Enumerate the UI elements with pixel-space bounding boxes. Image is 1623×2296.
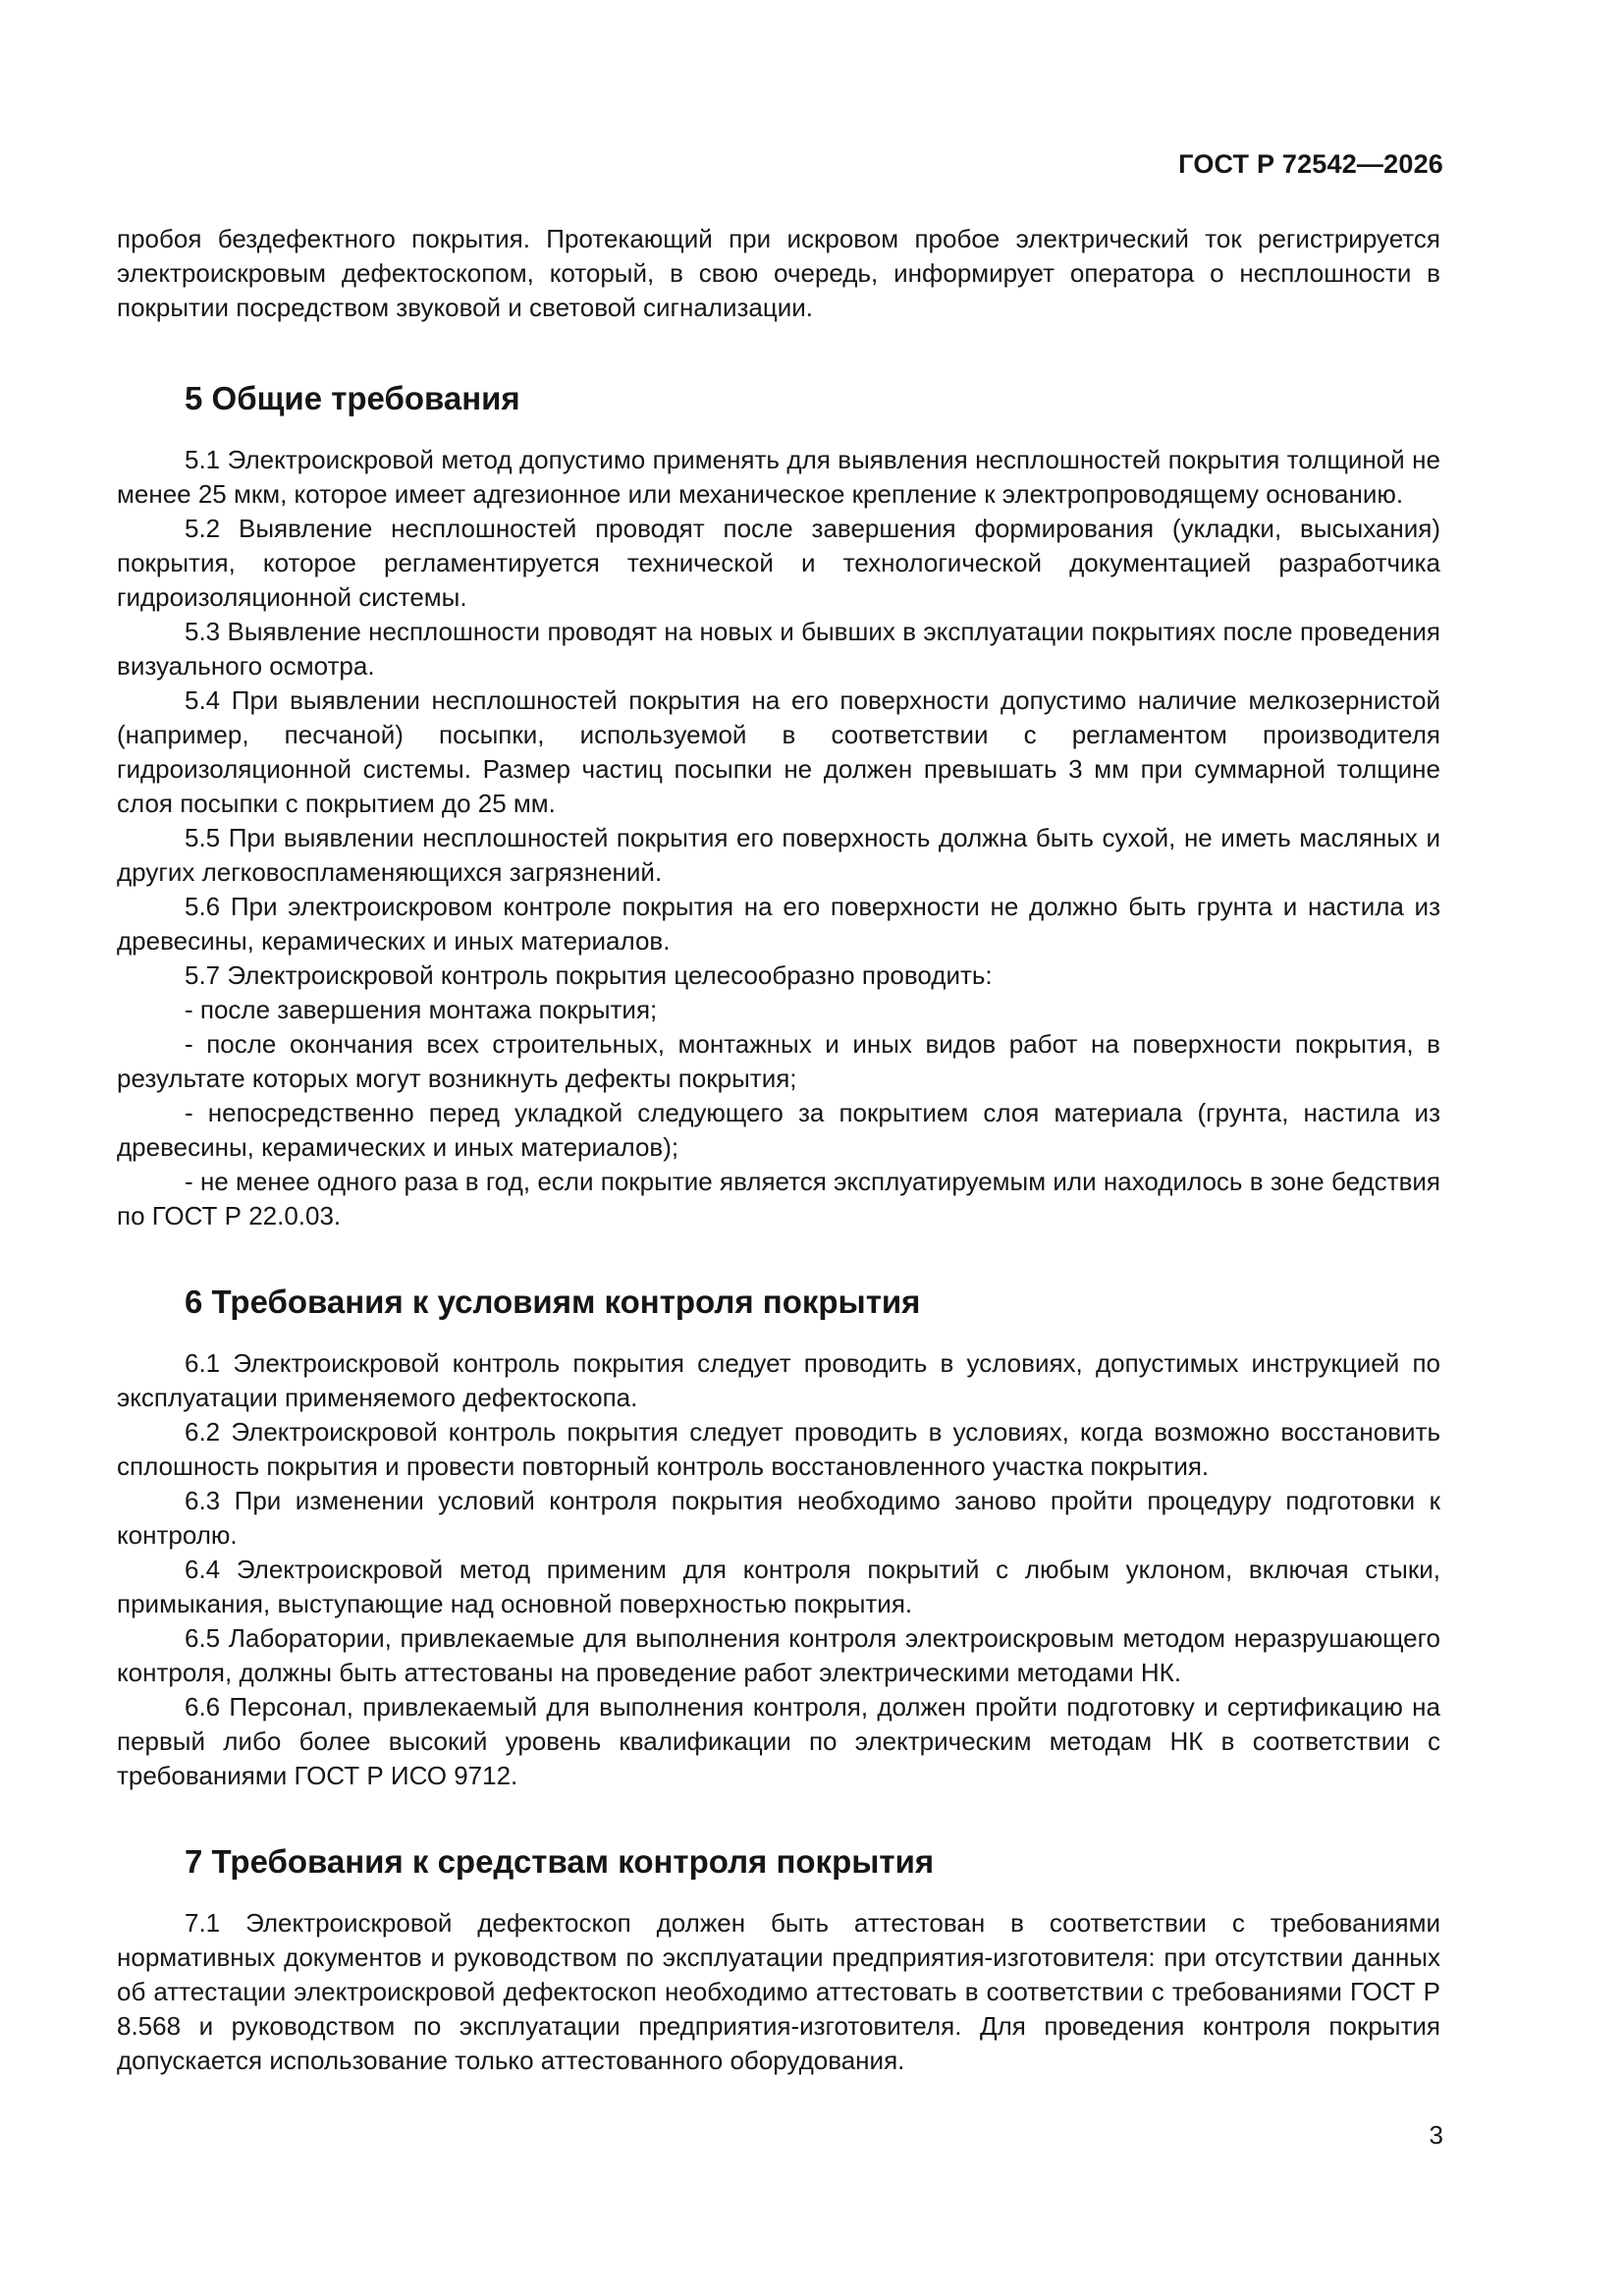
- paragraph-6-4: 6.4 Электроискровой метод применим для контроля покрытий с любым уклоном, включая стыки, примыкания, выступающие над основной поверхностью покрытия.: [117, 1555, 1440, 1618]
- list-item-5-7-3: - непосредственно перед укладкой следующего за покрытием слоя материала (грунта, настила из древесины, керамических и иных материалов);: [117, 1098, 1440, 1162]
- paragraph-6-2: 6.2 Электроискровой контроль покрытия следует проводить в условиях, когда возможно восстановить сплошность покрытия и провести повторный контроль восстановленного участка покрытия.: [117, 1417, 1440, 1481]
- paragraph-5-7: 5.7 Электроискровой контроль покрытия целесообразно проводить:: [185, 960, 993, 990]
- document-header: ГОСТ Р 72542—2026: [1178, 149, 1443, 179]
- section-6-heading: 6 Требования к условиям контроля покрытия: [185, 1284, 921, 1320]
- intro-paragraph: пробоя бездефектного покрытия. Протекающий при искровом пробое электрический ток регистрируется электроискровым дефектоскопом, который, в свою очередь, информирует оператора о несплошности в покрытии посредством звуковой и световой сигнализации.: [117, 224, 1440, 322]
- paragraph-5-2: 5.2 Выявление несплошностей проводят после завершения формирования (укладки, высыхания) покрытия, которое регламентируется технической и технологической документацией разработчика гидроизоляционной системы.: [117, 514, 1440, 612]
- list-item-5-7-1: - после завершения монтажа покрытия;: [185, 995, 658, 1024]
- paragraph-5-5: 5.5 При выявлении несплошностей покрытия его поверхность должна быть сухой, не иметь масляных и других легковоспламеняющихся загрязнений.: [117, 823, 1440, 887]
- paragraph-6-5: 6.5 Лаборатории, привлекаемые для выполнения контроля электроискровым методом неразрушающего контроля, должны быть аттестованы на проведение работ электрическими методами НК.: [117, 1623, 1440, 1687]
- paragraph-6-1: 6.1 Электроискровой контроль покрытия следует проводить в условиях, допустимых инструкцией по эксплуатации применяемого дефектоскопа.: [117, 1348, 1440, 1412]
- document-body: [117, 222, 1440, 2078]
- paragraph-6-3: 6.3 При изменении условий контроля покрытия необходимо заново пройти процедуру подготовки к контролю.: [117, 1486, 1440, 1550]
- paragraph-7-1: 7.1 Электроискровой дефектоскоп должен быть аттестован в соответствии с требованиями нормативных документов и руководством по эксплуатации предприятия-изготовителя: при отсутствии данных об аттестации электроискровой дефектоскоп необходимо аттестовать в соответствии с требованиями ГОСТ Р 8.568 и руководством по эксплуатации предприятия-изготовителя. Для проведения контроля покрытия допускается использование только аттестованного оборудования.: [117, 1908, 1440, 2075]
- paragraph-5-4: 5.4 При выявлении несплошностей покрытия на его поверхности допустимо наличие мелкозернистой (например, песчаной) посыпки, используемой в соответствии с регламентом производителя гидроизоляционной системы. Размер частиц посыпки не должен превышать 3 мм при суммарной толщине слоя посыпки с покрытием до 25 мм.: [117, 685, 1440, 818]
- section-7-heading: 7 Требования к средствам контроля покрытия: [185, 1843, 935, 1880]
- paragraph-6-6: 6.6 Персонал, привлекаемый для выполнения контроля, должен пройти подготовку и сертификацию на первый либо более высокий уровень квалификации по электрическим методам НК в соответствии с требованиями ГОСТ Р ИСО 9712.: [117, 1692, 1440, 1790]
- paragraph-5-3: 5.3 Выявление несплошности проводят на новых и бывших в эксплуатации покрытиях после проведения визуального осмотра.: [117, 617, 1440, 681]
- page-number: 3: [1429, 2120, 1443, 2150]
- paragraph-5-6: 5.6 При электроискровом контроле покрытия на его поверхности не должно быть грунта и настила из древесины, керамических и иных материалов.: [117, 892, 1440, 956]
- list-item-5-7-4: - не менее одного раза в год, если покрытие является эксплуатируемым или находилось в зоне бедствия по ГОСТ Р 22.0.03.: [117, 1167, 1440, 1230]
- section-5-heading: 5 Общие требования: [185, 380, 520, 416]
- list-item-5-7-2: - после окончания всех строительных, монтажных и иных видов работ на поверхности покрытия, в результате которых могут возникнуть дефекты покрытия;: [117, 1029, 1440, 1093]
- paragraph-5-1: 5.1 Электроискровой метод допустимо применять для выявления несплошностей покрытия толщиной не менее 25 мкм, которое имеет адгезионное или механическое крепление к электропроводящему основанию.: [117, 445, 1440, 509]
